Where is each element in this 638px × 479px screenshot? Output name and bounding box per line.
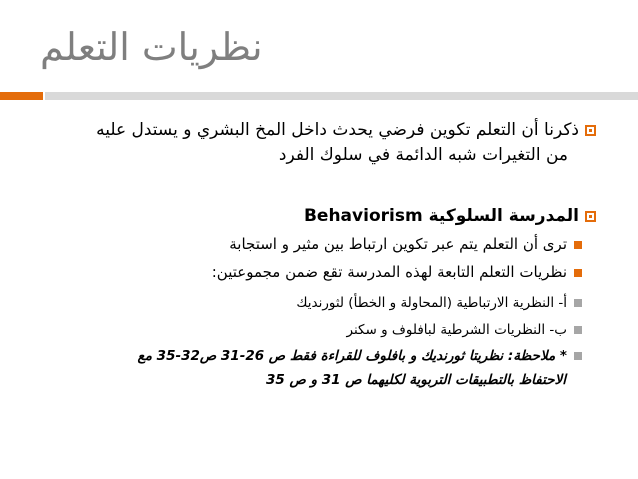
sub-sub-bullet-1: أ- النظرية الارتباطية (المحاولة و الخطأ) لثورنديك: [296, 295, 582, 311]
grey-square-bullet-icon: [574, 299, 582, 307]
title-divider-bar: [45, 92, 638, 100]
sub-bullet-1: ترى أن التعلم يتم عبر تكوين ارتباط بين مثير و استجابة: [229, 235, 582, 253]
sub-bullet-2: نظريات التعلم التابعة لهذه المدرسة تقع ضمن مجموعتين:: [212, 263, 582, 281]
bullet-1-line-1: ذكرنا أن التعلم تكوين فرضي يحدث داخل المخ البشري و يستدل عليه: [96, 120, 596, 140]
bullet-1-line-2: من التغيرات شبه الدائمة في سلوك الفرد: [278, 145, 568, 165]
sub-sub-bullet-2: ب- النظريات الشرطية لبافلوف و سكنر: [347, 322, 583, 338]
square-bullet-icon: [585, 211, 596, 222]
filled-bullet-icon: [574, 241, 582, 249]
bullet-2: المدرسة السلوكية Behaviorism: [304, 206, 596, 226]
filled-bullet-icon: [574, 269, 582, 277]
title-accent-bar: [0, 92, 43, 100]
square-bullet-icon: [585, 125, 596, 136]
note-line-1: * ملاحظة: نظريتا ثورنديك و بافلوف للقراءة فقط ص 26-31 ص32-35 مع: [138, 348, 582, 364]
grey-square-bullet-icon: [574, 326, 582, 334]
note-line-2: الاحتفاظ بالتطبيقات التربوية لكليهما ص 31 و ص 35: [266, 372, 566, 388]
grey-square-bullet-icon: [574, 352, 582, 360]
slide-title: نظريات التعلم: [40, 25, 263, 69]
